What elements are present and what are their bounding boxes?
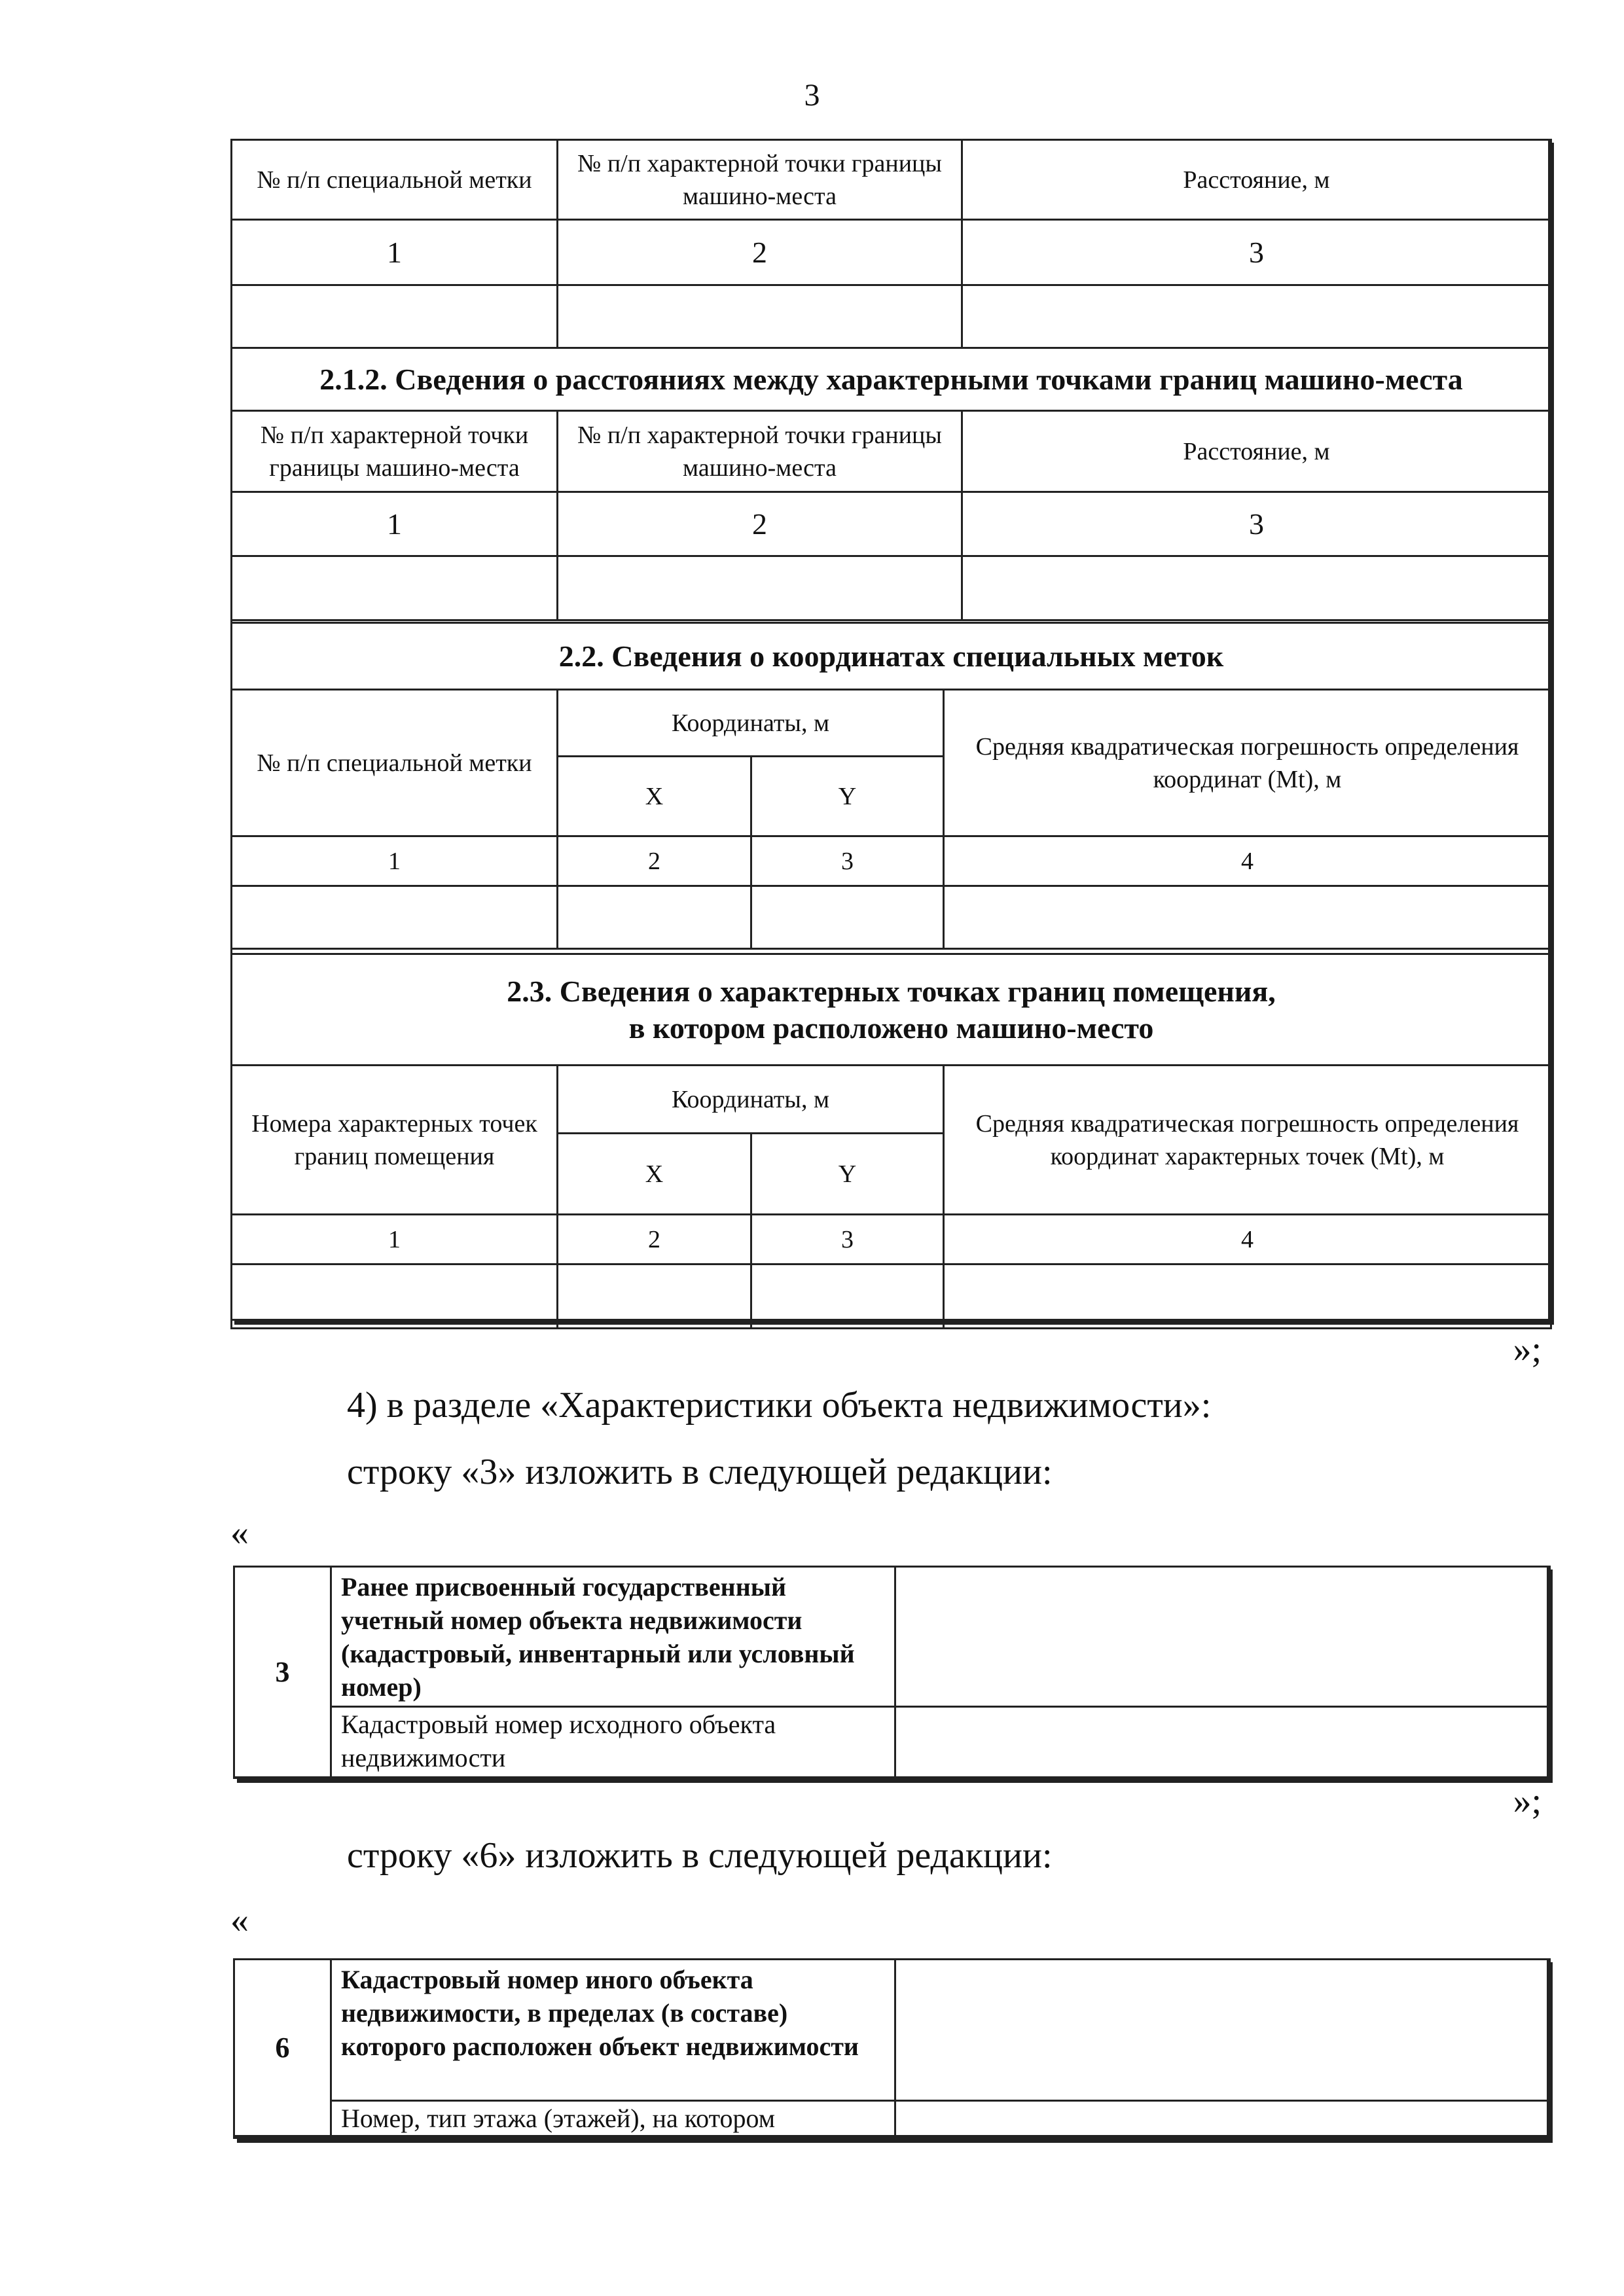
empty-cell	[232, 556, 558, 620]
opening-quote: «	[230, 1513, 249, 1553]
empty-cell	[232, 886, 558, 949]
index-cell: 2	[558, 220, 962, 285]
header-coordinates: Координаты, м	[558, 690, 944, 757]
header-cell: № п/п специальной метки	[232, 140, 558, 220]
index-cell: 2	[558, 1215, 751, 1265]
page-number: 3	[804, 78, 820, 113]
row-3-title: Ранее присвоенный государственный учетный номер объекта недвижимости (кадастровый, инвентарный или условный номер)	[331, 1567, 895, 1707]
header-cell: № п/п характерной точки границы машино-места	[558, 140, 962, 220]
row-3-value-1	[895, 1567, 1550, 1707]
closing-quote: »;	[1513, 1329, 1542, 1370]
row-number: 6	[234, 1960, 331, 2136]
row-6-value-1	[895, 1960, 1550, 2101]
section-title-2-2: 2.2. Сведения о координатах специальных меток	[232, 623, 1551, 690]
table-row-6	[233, 1958, 1551, 2137]
header-error: Средняя квадратическая погрешность определения координат (Mt), м	[944, 690, 1551, 836]
index-cell: 4	[944, 836, 1551, 886]
index-cell: 3	[962, 220, 1551, 285]
empty-cell	[558, 556, 962, 620]
index-cell: 3	[751, 836, 944, 886]
header-y: Y	[751, 1134, 944, 1215]
header-x: X	[558, 1134, 751, 1215]
header-cell: Расстояние, м	[962, 140, 1551, 220]
table-top	[230, 139, 1552, 621]
index-cell: 3	[751, 1215, 944, 1265]
row-6-value-2	[895, 2101, 1550, 2136]
empty-cell	[944, 1265, 1551, 1329]
closing-quote: »;	[1513, 1781, 1542, 1821]
empty-cell	[232, 1265, 558, 1329]
section-title-line-2: в котором расположено машино-место	[628, 1011, 1154, 1045]
empty-cell	[558, 886, 751, 949]
header-x: X	[558, 757, 751, 836]
index-cell: 1	[232, 492, 558, 556]
empty-cell	[962, 556, 1551, 620]
empty-cell	[558, 1265, 751, 1329]
row-3-value-2	[895, 1707, 1550, 1778]
index-cell: 2	[558, 836, 751, 886]
header-point-numbers: Номера характерных точек границ помещения	[232, 1066, 558, 1215]
paragraph-row-6-instruction: строку «6» изложить в следующей редакции:	[347, 1835, 1053, 1876]
index-cell: 1	[232, 1215, 558, 1265]
empty-cell	[944, 886, 1551, 949]
index-cell: 4	[944, 1215, 1551, 1265]
header-y: Y	[751, 757, 944, 836]
row-3-subtitle: Кадастровый номер исходного объекта недвижимости	[331, 1707, 895, 1778]
row-number: 3	[234, 1567, 331, 1778]
header-error: Средняя квадратическая погрешность определения координат характерных точек (Mt), м	[944, 1066, 1551, 1215]
table-row-3	[233, 1566, 1551, 1778]
index-cell: 2	[558, 492, 962, 556]
section-title-line-1: 2.3. Сведения о характерных точках границ помещения,	[507, 974, 1276, 1008]
section-title-2-1-2: 2.1.2. Сведения о расстояниях между характерными точками границ машино-места	[232, 348, 1551, 411]
header-special-mark: № п/п специальной метки	[232, 690, 558, 836]
header-coordinates: Координаты, м	[558, 1066, 944, 1134]
empty-cell	[232, 285, 558, 348]
header-cell: Расстояние, м	[962, 411, 1551, 492]
row-6-title: Кадастровый номер иного объекта недвижимости, в пределах (в составе) которого расположен объект недвижимости	[331, 1960, 895, 2101]
header-cell: № п/п характерной точки границы машино-места	[558, 411, 962, 492]
table-2-3	[230, 953, 1552, 1329]
paragraph-item-4: 4) в разделе «Характеристики объекта недвижимости»:	[347, 1385, 1212, 1426]
index-cell: 1	[232, 836, 558, 886]
section-title-2-3	[232, 954, 1551, 1066]
empty-cell	[751, 1265, 944, 1329]
header-cell: № п/п характерной точки границы машино-места	[232, 411, 558, 492]
table-2-2	[230, 622, 1552, 950]
opening-quote: «	[230, 1900, 249, 1941]
empty-cell	[962, 285, 1551, 348]
row-6-subtitle: Номер, тип этажа (этажей), на котором	[331, 2101, 895, 2136]
index-cell: 1	[232, 220, 558, 285]
empty-cell	[751, 886, 944, 949]
paragraph-row-3-instruction: строку «3» изложить в следующей редакции:	[347, 1452, 1053, 1492]
empty-cell	[558, 285, 962, 348]
index-cell: 3	[962, 492, 1551, 556]
